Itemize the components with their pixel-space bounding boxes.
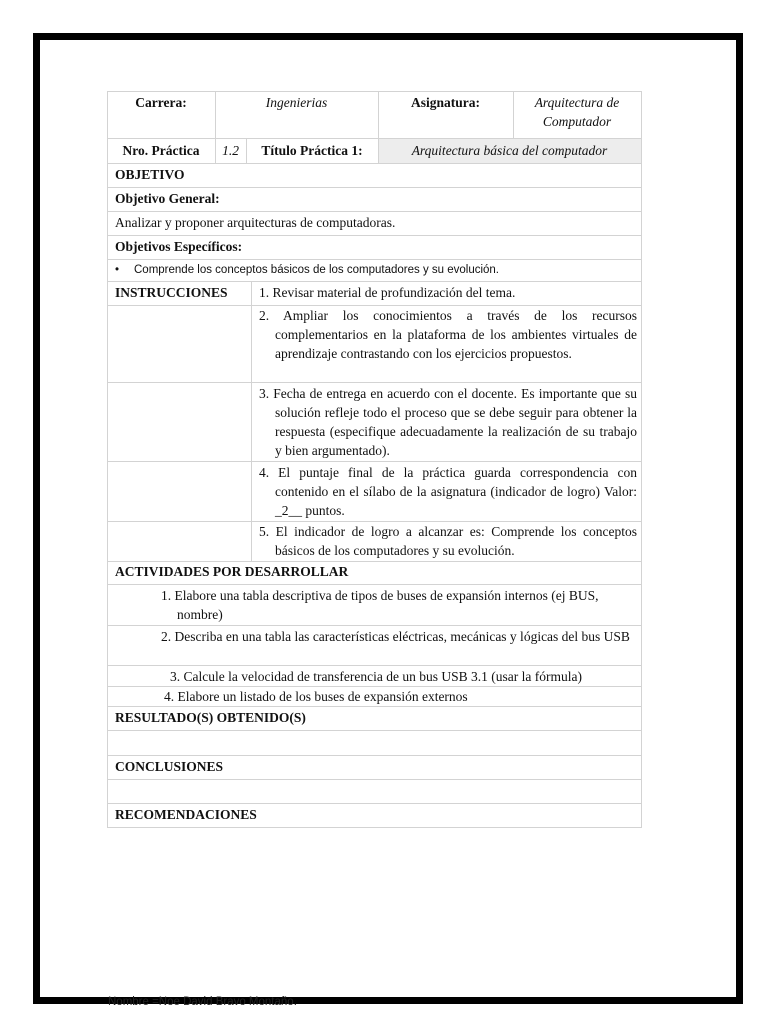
objetivo-general-label: Objetivo General: xyxy=(115,191,220,206)
row-line xyxy=(107,827,642,828)
row-line xyxy=(107,665,642,666)
row-line xyxy=(107,91,642,92)
recomendaciones-heading: RECOMENDACIONES xyxy=(115,807,257,822)
col-line xyxy=(641,91,642,828)
instruccion-item: 2. Ampliar los conocimientos a través de los recursos complementarios en la plataforma de los ambientes virtuales de aprendizaje contrastando con los ejercicios propuestos. xyxy=(259,308,637,361)
student-name: Nombre =Noe David Bravo Montaño. xyxy=(108,996,297,1008)
instrucciones-heading: INSTRUCCIONES xyxy=(115,285,228,300)
instruccion-item: 3. Fecha de entrega en acuerdo con el docente. Es importante que su solución refleje todo el proceso que se debe seguir para obtener la respuesta (especifique adecuadamente la realización de su trabajo y bien argumentado). xyxy=(259,386,637,458)
objetivo-heading: OBJETIVO xyxy=(115,167,185,182)
row-line xyxy=(107,382,642,383)
row-line xyxy=(107,584,642,585)
asignatura-label: Asignatura: xyxy=(410,95,480,110)
carrera-value: Ingenierias xyxy=(265,95,328,110)
actividad-item: 2. Describa en una tabla las características eléctricas, mecánicas y lógicas del bus USB xyxy=(161,629,630,644)
row-line xyxy=(107,138,642,139)
actividad-item: 1. Elabore una tabla descriptiva de tipos de buses de expansión internos (ej BUS, nombre) xyxy=(161,588,599,622)
titulo-value: Arquitectura básica del computador xyxy=(411,143,608,158)
practica-value: 1.2 xyxy=(222,143,239,158)
row-line xyxy=(107,163,642,164)
row-line xyxy=(107,187,642,188)
instruccion-item: 1. Revisar material de profundización del tema. xyxy=(259,285,516,300)
row-line xyxy=(107,755,642,756)
instruccion-item: 4. El puntaje final de la práctica guarda correspondencia con contenido en el sílabo de la asignatura (indicador de logro) Valor: _2__ puntos. xyxy=(259,465,637,518)
row-line xyxy=(107,803,642,804)
row-line xyxy=(107,259,642,260)
row-line xyxy=(107,281,642,282)
bullet-icon: • xyxy=(115,264,120,276)
objetivo-general-text: Analizar y proponer arquitecturas de computadoras. xyxy=(115,215,396,230)
objetivo-especifico-item xyxy=(108,261,638,280)
actividad-item: 4. Elabore un listado de los buses de expansión externos xyxy=(164,689,468,704)
row-line xyxy=(107,625,642,626)
objetivo-especifico-text: Comprende los conceptos básicos de los computadores y su evolución. xyxy=(134,264,500,276)
row-line xyxy=(107,730,642,731)
titulo-label: Título Práctica 1: xyxy=(261,143,363,158)
instruccion-item: 5. El indicador de logro a alcanzar es: Comprende los conceptos básicos de los computadores y su evolución. xyxy=(259,524,637,558)
objetivos-especificos-label: Objetivos Específicos: xyxy=(115,239,243,254)
row-line xyxy=(107,706,642,707)
row-line xyxy=(107,461,642,462)
resultados-heading: RESULTADO(S) OBTENIDO(S) xyxy=(115,710,306,725)
practica-label: Nro. Práctica xyxy=(122,143,200,158)
actividades-heading: ACTIVIDADES POR DESARROLLAR xyxy=(115,564,349,579)
row-line xyxy=(107,211,642,212)
row-line xyxy=(107,779,642,780)
row-line xyxy=(107,235,642,236)
actividad-item: 3. Calcule la velocidad de transferencia de un bus USB 3.1 (usar la fórmula) xyxy=(170,669,582,684)
conclusiones-heading: CONCLUSIONES xyxy=(115,759,224,774)
carrera-label: Carrera: xyxy=(135,95,187,110)
asignatura-value: Arquitectura de Computador xyxy=(534,95,620,129)
